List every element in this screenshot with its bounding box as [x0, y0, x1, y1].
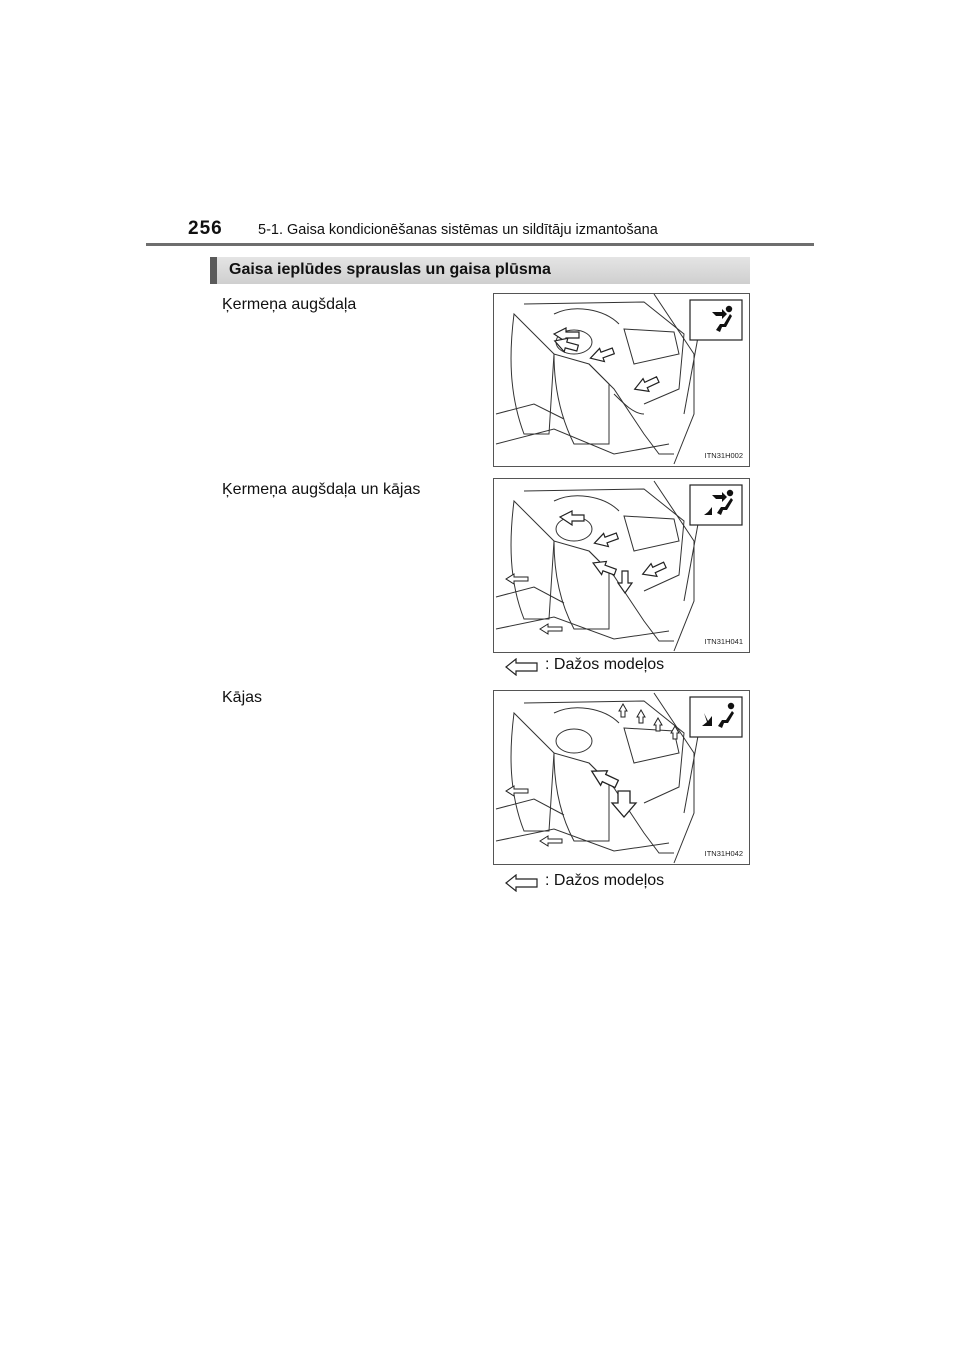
running-header: 5-1. Gaisa kondicionēšanas sistēmas un sildītāju izmantošana [258, 222, 658, 238]
figure-code: ITN31H041 [704, 637, 743, 646]
car-interior-illustration [494, 691, 749, 864]
mode-label-upper-body-and-feet: Ķermeņa augšdaļa un kājas [222, 481, 421, 498]
figure-upper-body-and-feet [493, 478, 750, 653]
section-heading-text: Gaisa ieplūdes sprauslas un gaisa plūsma [229, 261, 551, 278]
figure-upper-body [493, 293, 750, 467]
figure-feet [493, 690, 750, 865]
page-number: 256 [188, 218, 223, 239]
optional-airflow-arrow-icon [505, 874, 539, 892]
legend-text: : Dažos modeļos [545, 656, 665, 673]
figure-code: ITN31H002 [704, 451, 743, 460]
legend-text: : Dažos modeļos [545, 872, 665, 889]
header-rule [146, 243, 814, 246]
mode-icon-frame [690, 300, 742, 340]
figure-code: ITN31H042 [704, 849, 743, 858]
optional-airflow-arrow-icon [505, 658, 539, 676]
mode-label-upper-body: Ķermeņa augšdaļa [222, 296, 357, 313]
mode-icon-frame [690, 485, 742, 525]
mode-label-feet: Kājas [222, 689, 263, 706]
car-interior-illustration [494, 479, 749, 652]
section-heading [210, 257, 750, 284]
mode-icon-frame [690, 697, 742, 737]
car-interior-illustration [494, 294, 749, 466]
